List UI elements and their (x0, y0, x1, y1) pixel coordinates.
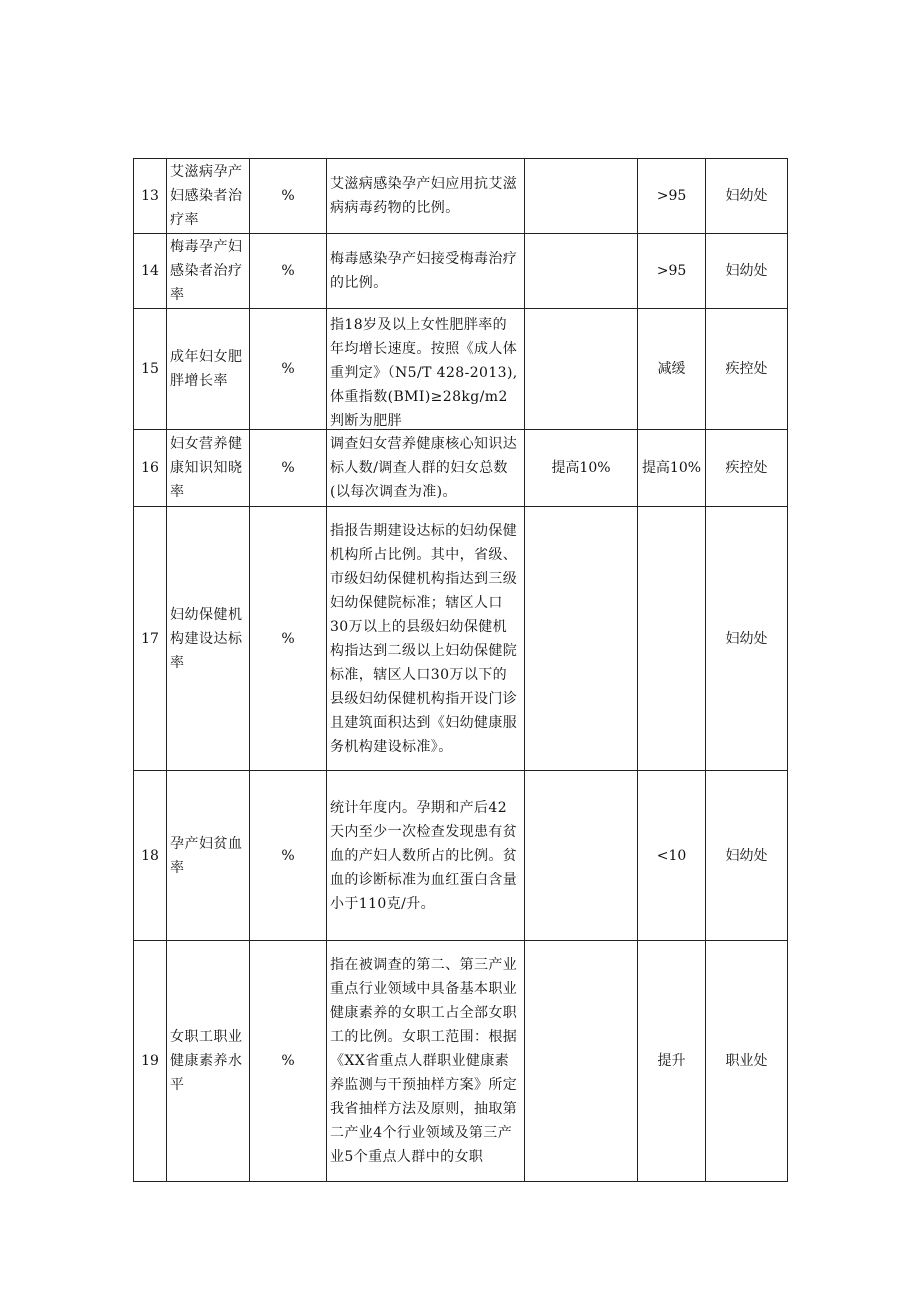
target-value: >95 (638, 234, 706, 309)
table-row (134, 941, 788, 1182)
responsible-dept: 妇幼处 (706, 771, 788, 941)
indicator-definition: 艾滋病感染孕产妇应用抗艾滋病病毒药物的比例。 (327, 159, 525, 234)
indicator-name: 艾滋病孕产妇感染者治疗率 (167, 159, 250, 234)
responsible-dept: 妇幼处 (706, 234, 788, 309)
indicator-name: 女职工职业健康素养水平 (167, 941, 250, 1182)
table-row (134, 430, 788, 507)
target-value: 提高10% (638, 430, 706, 507)
responsible-dept: 疾控处 (706, 430, 788, 507)
indicator-unit: % (250, 941, 327, 1182)
row-number: 13 (134, 159, 167, 234)
baseline-value (525, 159, 638, 234)
baseline-value (525, 771, 638, 941)
indicator-definition: 统计年度内。孕期和产后42天内至少一次检查发现患有贫血的产妇人数所占的比例。贫血的诊断标准为血红蛋白含量小于110克/升。 (327, 771, 525, 941)
row-number: 16 (134, 430, 167, 507)
responsible-dept: 妇幼处 (706, 507, 788, 771)
baseline-value (525, 234, 638, 309)
indicator-unit: % (250, 309, 327, 430)
target-value: >95 (638, 159, 706, 234)
baseline-value (525, 941, 638, 1182)
row-number: 15 (134, 309, 167, 430)
indicator-name: 妇女营养健康知识知晓率 (167, 430, 250, 507)
indicator-definition: 梅毒感染孕产妇接受梅毒治疗的比例。 (327, 234, 525, 309)
target-value: 提升 (638, 941, 706, 1182)
indicator-name: 孕产妇贫血率 (167, 771, 250, 941)
indicator-definition: 调查妇女营养健康核心知识达标人数/调查人群的妇女总数(以每次调查为准)。 (327, 430, 525, 507)
table-row (134, 771, 788, 941)
indicator-definition: 指在被调查的第二、第三产业重点行业领域中具备基本职业健康素养的女职工占全部女职工的比例。女职工范围：根据《XX省重点人群职业健康素养监测与干预抽样方案》所定我省抽样方法及原则，抽取第二产业4个行业领域及第三产业5个重点人群中的女职 (327, 941, 525, 1182)
table-row (134, 507, 788, 771)
table-row (134, 159, 788, 234)
baseline-value (525, 309, 638, 430)
table-row (134, 309, 788, 430)
row-number: 19 (134, 941, 167, 1182)
indicator-unit: % (250, 234, 327, 309)
target-value (638, 507, 706, 771)
row-number: 18 (134, 771, 167, 941)
row-number: 14 (134, 234, 167, 309)
row-number: 17 (134, 507, 167, 771)
responsible-dept: 职业处 (706, 941, 788, 1182)
indicator-definition (327, 309, 525, 430)
target-value: <10 (638, 771, 706, 941)
indicator-table (133, 158, 788, 1182)
indicator-unit: % (250, 159, 327, 234)
responsible-dept: 疾控处 (706, 309, 788, 430)
target-value: 减缓 (638, 309, 706, 430)
baseline-value (525, 507, 638, 771)
indicator-name: 成年妇女肥胖增长率 (167, 309, 250, 430)
indicator-name: 梅毒孕产妇感染者治疗率 (167, 234, 250, 309)
indicator-unit: % (250, 771, 327, 941)
indicator-unit: % (250, 507, 327, 771)
indicator-definition: 指报告期建设达标的妇幼保健机构所占比例。其中，省级、市级妇幼保健机构指达到三级妇幼保健院标准；辖区人口30万以上的县级妇幼保健机构指达到二级以上妇幼保健院标准，辖区人口30万以下的县级妇幼保健机构指开设门诊且建筑面积达到《妇幼健康服务机构建设标准》。 (327, 507, 525, 771)
table-row (134, 234, 788, 309)
indicator-name: 妇幼保健机构建设达标率 (167, 507, 250, 771)
indicator-definition-text: 指18岁及以上女性肥胖率的年均增长速度。按照《成人体重判定》（N5/T 428-2013),体重指数(BMI)≥28kg/m2判断为肥胖 (330, 317, 518, 427)
responsible-dept: 妇幼处 (706, 159, 788, 234)
baseline-value: 提高10% (525, 430, 638, 507)
indicator-unit: % (250, 430, 327, 507)
